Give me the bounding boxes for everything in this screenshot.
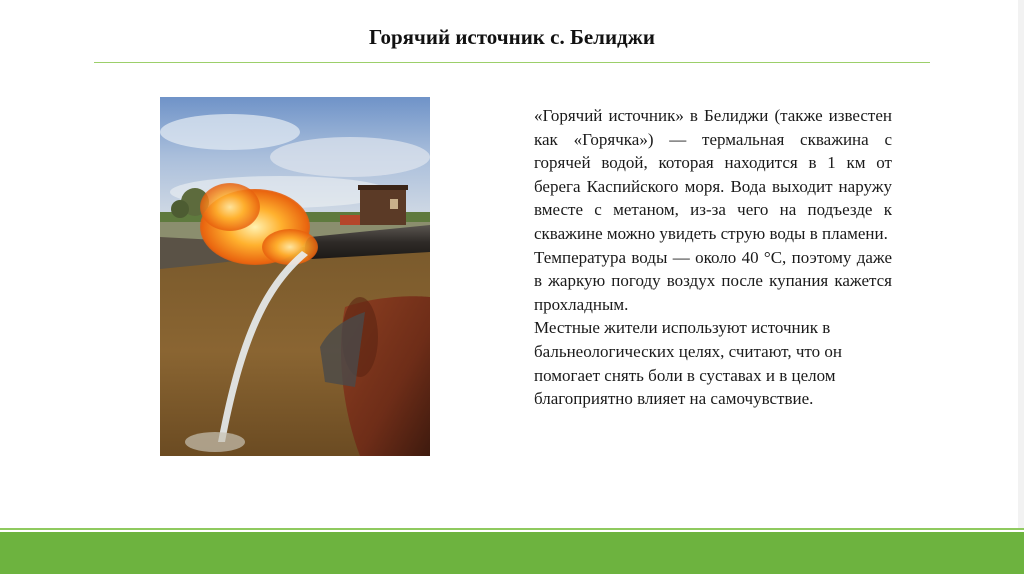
footer-thin-line <box>0 528 1024 530</box>
title-divider <box>94 62 930 63</box>
paragraph-intro: «Горячий источник» в Белиджи (также известен как «Горячка») — термальная скважина с горячей водой, которая находится в 1 км от берега Каспийского моря. Вода выходит наружу вместе с метаном, из-за чего на подъезде к скважине можно увидеть струю воды в пламени. <box>534 106 892 243</box>
description-text <box>534 104 892 411</box>
slide-title: Горячий источник с. Белиджи <box>368 25 655 49</box>
slide-side-strip <box>1018 0 1024 530</box>
hot-spring-photo <box>160 97 430 456</box>
paragraph-temperature: Температура воды — около 40 °C, поэтому даже в жаркую погоду воздух после купания кажется прохладным. <box>534 247 892 314</box>
footer-band <box>0 532 1024 574</box>
paragraph-usage: Местные жители используют источник в бальнеологических целях, считают, что он помогает снять боли в суставах и в целом благоприятно влияет на самочувствие. <box>534 318 842 409</box>
